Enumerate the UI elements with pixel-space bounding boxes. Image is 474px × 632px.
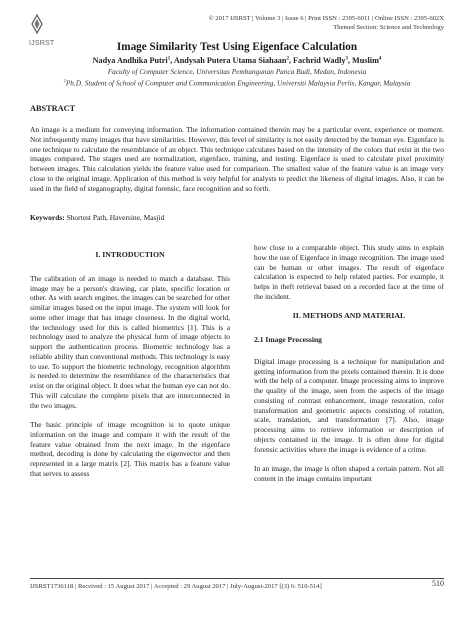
affiliation-superscript: 2	[63, 78, 66, 84]
affiliation-2-text: Ph.D. Student of School of Computer and Communication Engineering, Universiti Malaysia Perlis, Kangar, Malaysia	[65, 78, 411, 88]
affiliation-2	[30, 76, 444, 88]
intro-paragraph-1: The calibration of an image is needed to match a database. This image may be a person's drawing, car plate, specific location or other. As with search engines, the images can be searched for other similar images based on the input image. The system will look for some other image that has image closeness. In the digital world, the technology used for this is called biometrics [1]. This is a technology used to analyze the physical form of image objects to support the authentication process. Biometric technology has a reliable ability than conventional methods. This technology is easy to use. To support the biometric technology, recognition algorithm is needed to determine the resemblance of the characteristics that exist on the original object. It does what the human eye can not do. This will calculate the complete pixels that are interconnected in the two images.	[30, 273, 230, 410]
intro-paragraph-2: The basic principle of image recognition is to quote unique information on the image and compare it with the result of the feature value obtained from the next image. In the eigenface method, decoding is done by calculating the eigenvector and then represented in a large matrix [2]. This matrix has a feature value that serves to assess	[30, 420, 230, 478]
journal-logo-icon	[30, 14, 44, 34]
keywords-text: Shortest Path, Haversine, Masjid	[64, 213, 165, 222]
author-name: Nadya Andhika Putri	[92, 56, 168, 65]
page-number: 510	[432, 579, 444, 588]
author-superscript: 2	[286, 56, 289, 62]
section-heading-methods: II. METHODS AND MATERIAL	[292, 311, 406, 321]
author-list: Nadya Andhika Putri$^1$, Andysah Putera Utama Siahaan$^2$, Fachrid Wadly$^3$, Muslim$^4$	[92, 56, 382, 65]
author-name: Muslim	[352, 56, 379, 65]
journal-meta-section: Themed Section: Science and Technology	[333, 24, 444, 31]
affiliation-1: Faculty of Computer Science, Universitas Pembangunan Panca Budi, Medan, Indonesia	[107, 67, 367, 76]
methods-paragraph-2: In an image, the image is often shaped a certain pattern. Not all content in the image contains important	[254, 464, 444, 483]
methods-paragraph-1: Digital image processing is a technique for manipulation and getting information from the pixels contained therein. It is done with the help of a computer. Image processing aims to improve the quality of the image, seen from the aspects of the image consisting of contrast enhancement, image restoration, color transformation and geometric aspects consisting of rotation, scale, translation, and transformation [7]. Also, image processing aims to retrieve information or description of objects contained in the image. It is often done for digital forensic activities where the image is evidence of a crime.	[254, 356, 444, 454]
abstract-heading: ABSTRACT	[30, 104, 76, 113]
footer-divider	[30, 578, 444, 579]
author-superscript: 1	[167, 56, 171, 62]
author-name: Fachrid Wadly	[293, 56, 346, 65]
abstract-text: An image is a medium for conveying information. The information contained therein may be a particular event, experience or moment. Not infrequently many images that have similarities. However, this level of similarity is not easily detected by the human eye. Eigenface is one technique to calculate the resemblance of an object. This technique calculates based on the intensity of the colors that exist in the two images compared. The stages used are normalization, eigenface, training, and testing. Eigenface is used to calculate pixel proximity between images. This calculation yields the feature value used for comparison. The smallest value of the feature value is an image very close to the original image. Application of this method is very helpful for analysts to predict the likeness of digital images. Also, it can be used in the field of steganography, digital forensic, face recognition and so forth.	[30, 125, 444, 193]
author-superscript: 4	[378, 56, 382, 62]
footer-citation: IJSRST1736118 | Received : 15 August 2017 | Accepted : 29 August 2017 | July-August-2017 [(3) 6: 510-514]	[30, 583, 322, 590]
journal-meta-issue: © 2017 IJSRST | Volume 3 | Issue 6 | Print ISSN : 2395-6011 | Online ISSN : 2395-602X	[208, 15, 444, 22]
subsection-heading-image-processing: 2.1 Image Processing	[254, 335, 322, 344]
left-column	[30, 250, 230, 488]
author-superscript: 3	[345, 56, 348, 62]
keywords-label: Keywords:	[30, 213, 65, 222]
journal-meta	[209, 14, 444, 32]
section-heading-introduction: I. INTRODUCTION	[95, 250, 165, 259]
keywords-line	[30, 213, 444, 222]
affiliations	[30, 67, 444, 88]
journal-logo-text: IJSRST	[29, 40, 55, 47]
intro-paragraph-3: how close to a comparable object. This study aims to explain how the use of Eigenface in image recognition. The image used can be human or other images. The result of eigenface calculation is expected to help related parties. For example, it helps in theft retrieval based on a recorded face at the time of the incident.	[254, 243, 444, 301]
right-column	[254, 243, 444, 493]
paper-title: Image Similarity Test Using Eigenface Calculation	[116, 41, 358, 53]
author-name: Andysah Putera Utama Siahaan	[173, 56, 287, 65]
